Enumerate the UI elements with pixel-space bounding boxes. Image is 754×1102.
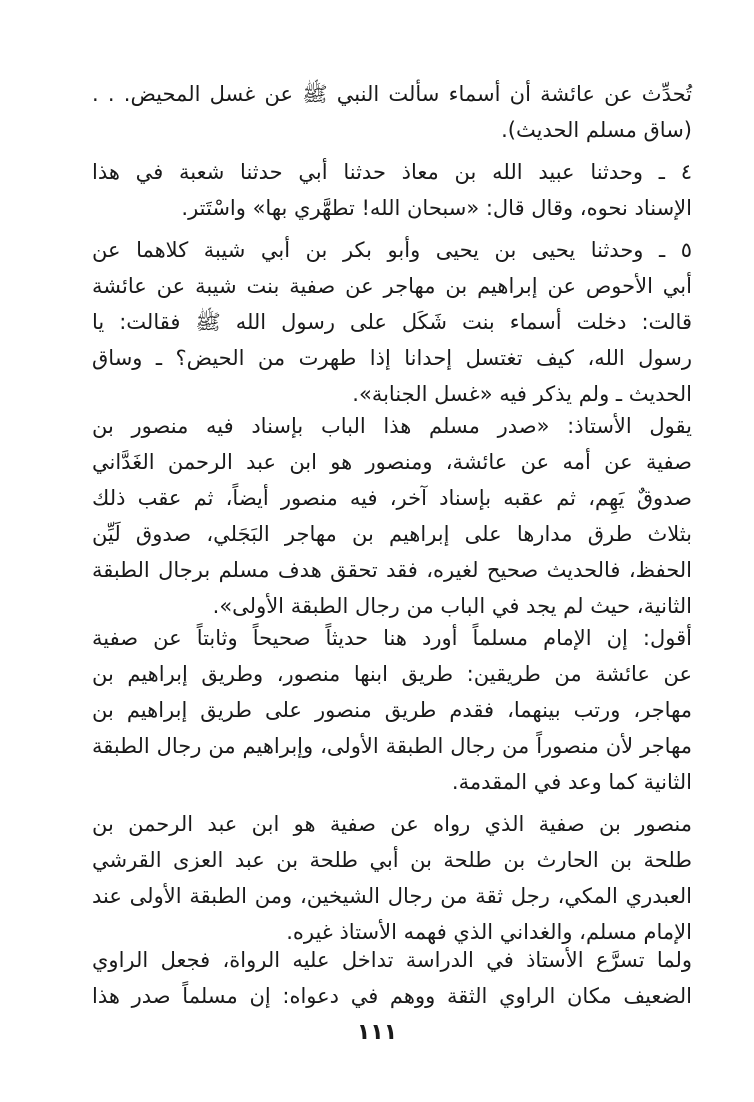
text-line: العبدري المكي، رجل ثقة من رجال الشيخين، ومن الطبقة الأولى عند	[92, 884, 692, 908]
text-line: الإمام مسلم، والغداني الذي فهمه الأستاذ غيره.	[286, 920, 692, 944]
paragraph-ustadh-quote	[92, 408, 692, 624]
paragraph-hadith-5	[92, 232, 692, 412]
text-line: عن عائشة من طريقين: طريق ابنها منصور، وطريق إبراهيم بن	[92, 662, 692, 686]
text-line: الحديث ـ ولم يذكر فيه «غسل الجنابة».	[352, 382, 692, 406]
text-line: الحفظ، فالحديث صحيح لغيره، فقد تحقق هدف مسلم برجال الطبقة	[92, 558, 692, 582]
text-line: الثانية كما وعد في المقدمة.	[451, 770, 692, 794]
text-line: أبي الأحوص عن إبراهيم بن مهاجر عن صفية بنت شيبة عن عائشة	[92, 274, 692, 298]
text-line: بثلاث طرق مدارها على إبراهيم بن مهاجر البَجَلي، صدوق لَيِّن	[92, 522, 692, 546]
text-line: منصور بن صفية الذي رواه عن صفية هو ابن عبد الرحمن بن	[92, 812, 692, 836]
text-line: الإسناد نحوه، وقال قال: «سبحان الله! تطهَّري بها» واسْتَتر.	[181, 196, 692, 220]
text-line: تُحدِّث عن عائشة أن أسماء سألت النبي ﷺ عن غسل المحيض. . .	[92, 82, 692, 106]
text-line: ولما تسرَّع الأستاذ في الدراسة تداخل عليه الرواة، فجعل الراوي	[92, 948, 692, 972]
paragraph-hadith-aisha	[92, 76, 692, 148]
paragraph-mansur	[92, 806, 692, 950]
text-line: صدوقٌ يَهِم، ثم عقبه بإسناد آخر، فيه منصور أيضاً، ثم عقب ذلك	[92, 486, 692, 510]
text-line: أقول: إن الإمام مسلماً أورد هنا حديثاً صحيحاً وثابتاً عن صفية	[92, 626, 692, 650]
text-line: الضعيف مكان الراوي الثقة ووهم في دعواه: إن مسلماً صدر هذا	[92, 984, 692, 1008]
text-line: قالت: دخلت أسماء بنت شَكَل على رسول الله ﷺ فقالت: يا	[92, 310, 692, 334]
text-line: مهاجر لأن منصوراً من رجال الطبقة الأولى، وإبراهيم من رجال الطبقة	[92, 734, 692, 758]
text-line: ٥ ـ وحدثنا يحيى بن يحيى وأبو بكر بن أبي شيبة كلاهما عن	[92, 238, 692, 262]
text-line: الثانية، حيث لم يجد في الباب من رجال الطبقة الأولى».	[212, 594, 692, 618]
paragraph-closing	[92, 942, 692, 1014]
text-line: رسول الله، كيف تغتسل إحدانا إذا طهرت من الحيض؟ ـ وساق	[92, 346, 692, 370]
paragraph-response	[92, 620, 692, 800]
text-line: (ساق مسلم الحديث).	[501, 118, 692, 142]
paragraph-hadith-4	[92, 154, 692, 226]
text-line: يقول الأستاذ: «صدر مسلم هذا الباب بإسناد فيه منصور بن	[92, 414, 692, 438]
text-line: ٤ ـ وحدثنا عبيد الله بن معاذ حدثنا أبي حدثنا شعبة في هذا	[92, 160, 692, 184]
text-line: مهاجر، ورتب بينهما، فقدم طريق منصور على طريق إبراهيم بن	[92, 698, 692, 722]
text-line: طلحة بن الحارث بن طلحة بن أبي طلحة بن عبد العزى القرشي	[92, 848, 692, 872]
text-line: صفية عن أمه عن عائشة، ومنصور هو ابن عبد الرحمن الغَدَّاني	[92, 450, 692, 474]
page-number: ١١١	[356, 1020, 398, 1045]
